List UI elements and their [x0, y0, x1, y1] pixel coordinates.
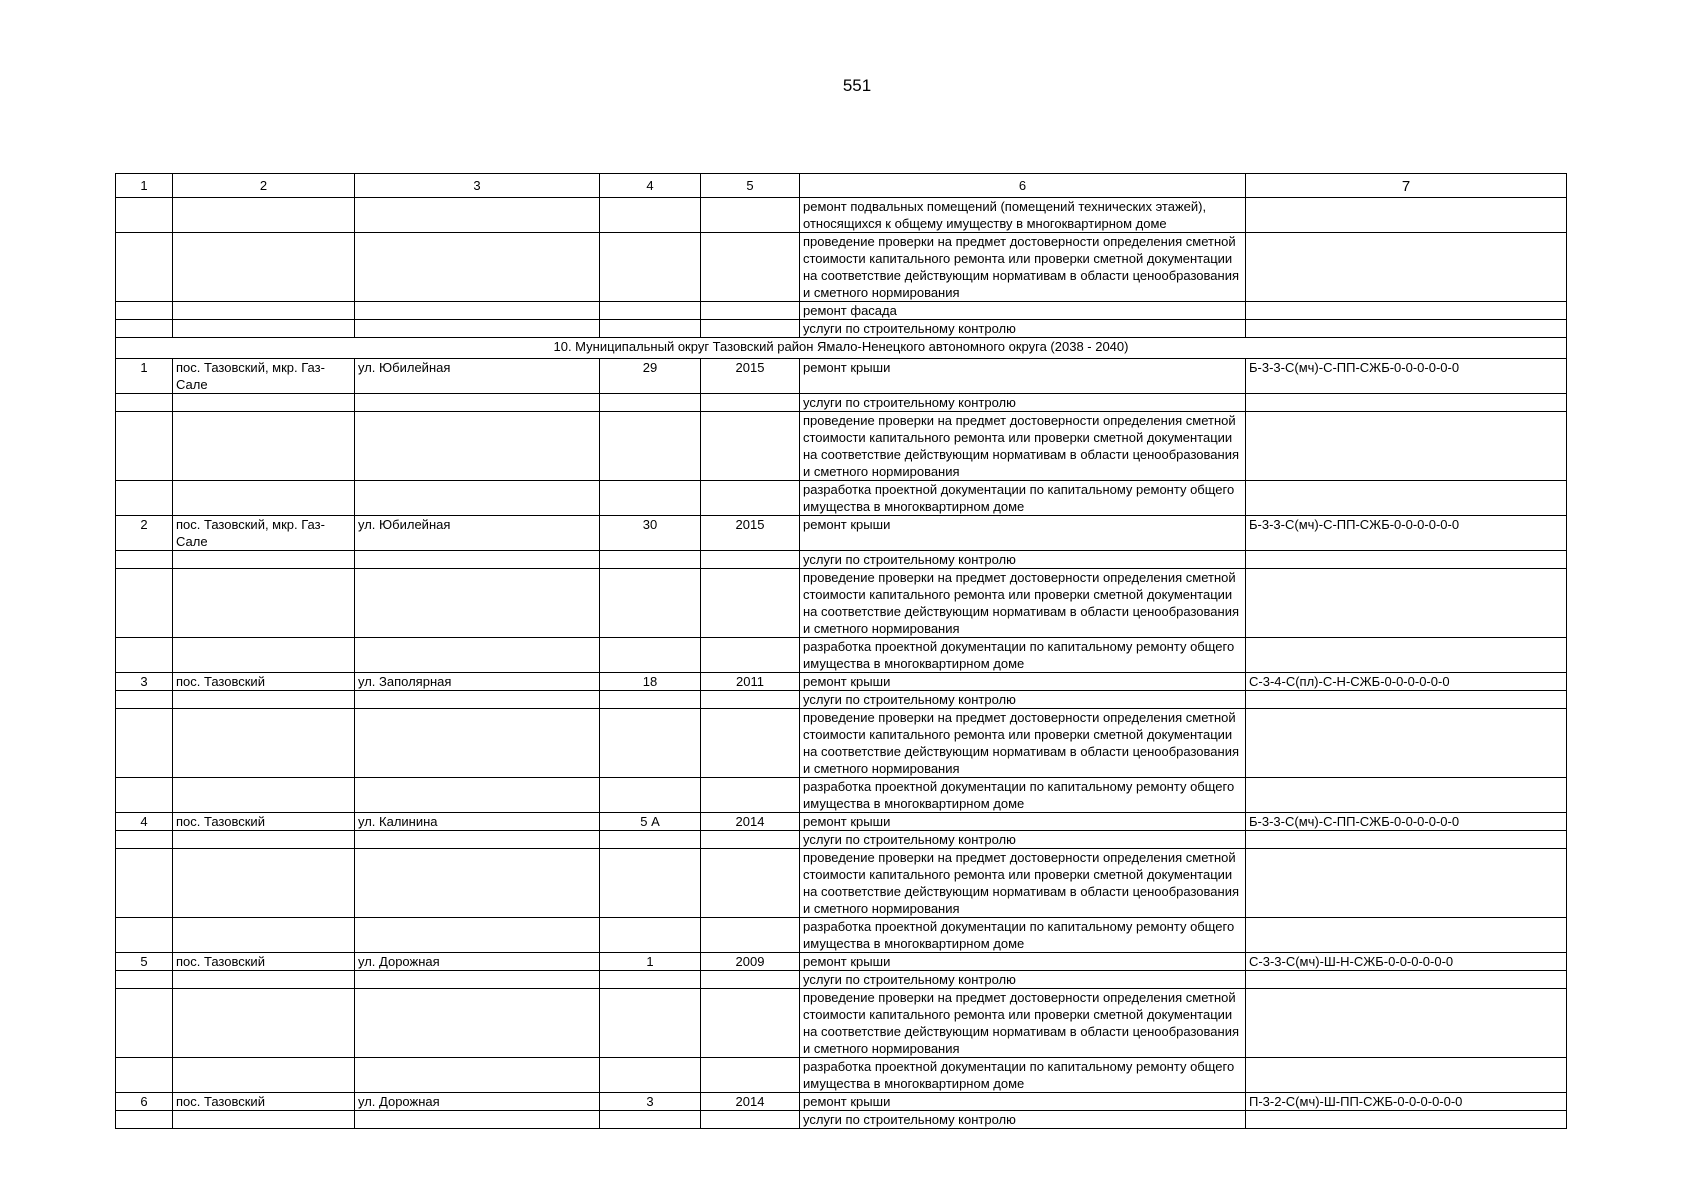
building-code-cell — [1246, 989, 1567, 1058]
settlement-cell — [173, 481, 355, 516]
section-title: 10. Муниципальный округ Тазовский район Ямало-Ненецкого автономного округа (2038 - 2040) — [116, 338, 1567, 359]
year-built-cell — [701, 198, 800, 233]
house-number-cell: 5 А — [600, 813, 701, 831]
section-row — [116, 338, 1567, 359]
house-number-cell: 3 — [600, 1093, 701, 1111]
settlement-cell — [173, 638, 355, 673]
row-number-cell — [116, 971, 173, 989]
settlement-cell — [173, 302, 355, 320]
row-number-cell — [116, 831, 173, 849]
year-built-cell — [701, 971, 800, 989]
building-code-cell — [1246, 709, 1567, 778]
house-number-cell — [600, 971, 701, 989]
table-row — [116, 989, 1567, 1058]
building-code-cell — [1246, 198, 1567, 233]
work-type-cell: ремонт крыши — [800, 1093, 1246, 1111]
table-row — [116, 569, 1567, 638]
building-code-cell — [1246, 1111, 1567, 1129]
work-type-cell: проведение проверки на предмет достоверности определения сметной стоимости капитального ремонта или проверки сметной документации на соответствие действующим нормативам в области ценообразования и сметного нормирования — [800, 569, 1246, 638]
building-code-cell — [1246, 233, 1567, 302]
column-number-header-row — [116, 174, 1567, 198]
work-type-cell: услуги по строительному контролю — [800, 551, 1246, 569]
settlement-cell — [173, 691, 355, 709]
row-number-cell — [116, 849, 173, 918]
table-row — [116, 412, 1567, 481]
building-code-cell: Б-3-3-С(мч)-С-ПП-СЖБ-0-0-0-0-0-0 — [1246, 516, 1567, 551]
table-row — [116, 638, 1567, 673]
house-number-cell: 18 — [600, 673, 701, 691]
house-number-cell — [600, 691, 701, 709]
work-type-cell: разработка проектной документации по капитальному ремонту общего имущества в многоквартирном доме — [800, 1058, 1246, 1093]
work-type-cell: ремонт крыши — [800, 359, 1246, 394]
building-code-cell — [1246, 394, 1567, 412]
work-type-cell: ремонт крыши — [800, 813, 1246, 831]
settlement-cell — [173, 1058, 355, 1093]
row-number-cell — [116, 918, 173, 953]
row-number-cell — [116, 320, 173, 338]
street-cell — [355, 1111, 600, 1129]
street-cell: ул. Юбилейная — [355, 359, 600, 394]
building-code-cell — [1246, 778, 1567, 813]
row-number-cell — [116, 412, 173, 481]
row-number-cell — [116, 1111, 173, 1129]
house-number-cell — [600, 1058, 701, 1093]
year-built-cell: 2015 — [701, 359, 800, 394]
table-row — [116, 551, 1567, 569]
row-number-cell — [116, 394, 173, 412]
house-number-cell: 29 — [600, 359, 701, 394]
year-built-cell — [701, 233, 800, 302]
year-built-cell — [701, 551, 800, 569]
table-row — [116, 778, 1567, 813]
work-type-cell: проведение проверки на предмет достоверности определения сметной стоимости капитального ремонта или проверки сметной документации на соответствие действующим нормативам в области ценообразования и сметного нормирования — [800, 412, 1246, 481]
street-cell — [355, 569, 600, 638]
street-cell: ул. Дорожная — [355, 953, 600, 971]
row-number-cell: 2 — [116, 516, 173, 551]
row-number-cell: 6 — [116, 1093, 173, 1111]
work-type-cell: услуги по строительному контролю — [800, 394, 1246, 412]
table-row — [116, 359, 1567, 394]
column-number-header: 1 — [116, 174, 173, 198]
year-built-cell: 2009 — [701, 953, 800, 971]
street-cell — [355, 198, 600, 233]
building-code-cell — [1246, 918, 1567, 953]
year-built-cell — [701, 302, 800, 320]
row-number-cell — [116, 551, 173, 569]
house-number-cell — [600, 551, 701, 569]
street-cell — [355, 394, 600, 412]
year-built-cell: 2014 — [701, 1093, 800, 1111]
street-cell — [355, 831, 600, 849]
house-number-cell — [600, 569, 701, 638]
row-number-cell: 1 — [116, 359, 173, 394]
work-type-cell: проведение проверки на предмет достоверности определения сметной стоимости капитального ремонта или проверки сметной документации на соответствие действующим нормативам в области ценообразования и сметного нормирования — [800, 709, 1246, 778]
building-code-cell — [1246, 971, 1567, 989]
settlement-cell — [173, 849, 355, 918]
settlement-cell — [173, 989, 355, 1058]
year-built-cell — [701, 831, 800, 849]
row-number-cell — [116, 481, 173, 516]
work-type-cell: ремонт крыши — [800, 516, 1246, 551]
table-row — [116, 849, 1567, 918]
settlement-cell: пос. Тазовский — [173, 813, 355, 831]
work-type-cell: проведение проверки на предмет достоверности определения сметной стоимости капитального ремонта или проверки сметной документации на соответствие действующим нормативам в области ценообразования и сметного нормирования — [800, 849, 1246, 918]
house-number-cell — [600, 638, 701, 673]
house-number-cell — [600, 302, 701, 320]
table-row — [116, 709, 1567, 778]
street-cell: ул. Юбилейная — [355, 516, 600, 551]
house-number-cell — [600, 709, 701, 778]
table-row — [116, 1058, 1567, 1093]
work-type-cell: проведение проверки на предмет достоверности определения сметной стоимости капитального ремонта или проверки сметной документации на соответствие действующим нормативам в области ценообразования и сметного нормирования — [800, 233, 1246, 302]
year-built-cell: 2014 — [701, 813, 800, 831]
row-number-cell — [116, 778, 173, 813]
street-cell — [355, 233, 600, 302]
house-number-cell — [600, 198, 701, 233]
street-cell — [355, 320, 600, 338]
house-number-cell — [600, 918, 701, 953]
settlement-cell: пос. Тазовский, мкр. Газ-Сале — [173, 516, 355, 551]
year-built-cell — [701, 481, 800, 516]
year-built-cell — [701, 849, 800, 918]
column-number-header: 4 — [600, 174, 701, 198]
table-row — [116, 1111, 1567, 1129]
street-cell — [355, 302, 600, 320]
row-number-cell: 4 — [116, 813, 173, 831]
work-type-cell: услуги по строительному контролю — [800, 320, 1246, 338]
year-built-cell — [701, 778, 800, 813]
column-number-header: 3 — [355, 174, 600, 198]
street-cell — [355, 1058, 600, 1093]
work-type-cell: услуги по строительному контролю — [800, 1111, 1246, 1129]
settlement-cell — [173, 1111, 355, 1129]
year-built-cell: 2015 — [701, 516, 800, 551]
row-number-cell — [116, 302, 173, 320]
building-code-cell: П-3-2-С(мч)-Ш-ПП-СЖБ-0-0-0-0-0-0 — [1246, 1093, 1567, 1111]
settlement-cell — [173, 918, 355, 953]
house-number-cell — [600, 1111, 701, 1129]
house-number-cell — [600, 412, 701, 481]
building-code-cell — [1246, 569, 1567, 638]
settlement-cell — [173, 778, 355, 813]
house-number-cell — [600, 831, 701, 849]
year-built-cell — [701, 709, 800, 778]
settlement-cell: пос. Тазовский — [173, 673, 355, 691]
building-code-cell: Б-3-3-С(мч)-С-ПП-СЖБ-0-0-0-0-0-0 — [1246, 813, 1567, 831]
building-code-cell — [1246, 551, 1567, 569]
year-built-cell: 2011 — [701, 673, 800, 691]
settlement-cell — [173, 233, 355, 302]
settlement-cell: пос. Тазовский — [173, 953, 355, 971]
work-type-cell: разработка проектной документации по капитальному ремонту общего имущества в многоквартирном доме — [800, 638, 1246, 673]
street-cell — [355, 412, 600, 481]
building-code-cell — [1246, 831, 1567, 849]
street-cell: ул. Заполярная — [355, 673, 600, 691]
work-type-cell: услуги по строительному контролю — [800, 831, 1246, 849]
repair-program-table — [115, 173, 1567, 1129]
building-code-cell — [1246, 412, 1567, 481]
row-number-cell: 5 — [116, 953, 173, 971]
row-number-cell — [116, 638, 173, 673]
house-number-cell: 30 — [600, 516, 701, 551]
row-number-cell — [116, 691, 173, 709]
house-number-cell — [600, 849, 701, 918]
table-row — [116, 971, 1567, 989]
column-number-header: 6 — [800, 174, 1246, 198]
row-number-cell — [116, 989, 173, 1058]
year-built-cell — [701, 412, 800, 481]
house-number-cell — [600, 233, 701, 302]
building-code-cell: С-3-3-С(мч)-Ш-Н-СЖБ-0-0-0-0-0-0 — [1246, 953, 1567, 971]
work-type-cell: ремонт фасада — [800, 302, 1246, 320]
house-number-cell — [600, 320, 701, 338]
year-built-cell — [701, 918, 800, 953]
row-number-cell — [116, 1058, 173, 1093]
settlement-cell: пос. Тазовский, мкр. Газ-Сале — [173, 359, 355, 394]
work-type-cell: ремонт крыши — [800, 953, 1246, 971]
row-number-cell — [116, 233, 173, 302]
table-row — [116, 673, 1567, 691]
building-code-cell — [1246, 320, 1567, 338]
year-built-cell — [701, 691, 800, 709]
street-cell: ул. Калинина — [355, 813, 600, 831]
table-row — [116, 394, 1567, 412]
settlement-cell — [173, 831, 355, 849]
row-number-cell: 3 — [116, 673, 173, 691]
building-code-cell — [1246, 849, 1567, 918]
table-row — [116, 691, 1567, 709]
street-cell — [355, 551, 600, 569]
work-type-cell: услуги по строительному контролю — [800, 971, 1246, 989]
row-number-cell — [116, 569, 173, 638]
page-number: 551 — [842, 76, 872, 95]
table-row — [116, 481, 1567, 516]
year-built-cell — [701, 569, 800, 638]
column-number-header: 5 — [701, 174, 800, 198]
street-cell: ул. Дорожная — [355, 1093, 600, 1111]
year-built-cell — [701, 320, 800, 338]
building-code-cell — [1246, 302, 1567, 320]
street-cell — [355, 918, 600, 953]
settlement-cell: пос. Тазовский — [173, 1093, 355, 1111]
table-row — [116, 1093, 1567, 1111]
house-number-cell — [600, 778, 701, 813]
table-row — [116, 813, 1567, 831]
row-number-cell — [116, 198, 173, 233]
building-code-cell — [1246, 1058, 1567, 1093]
street-cell — [355, 989, 600, 1058]
table-row — [116, 320, 1567, 338]
settlement-cell — [173, 394, 355, 412]
work-type-cell: ремонт подвальных помещений (помещений технических этажей), относящихся к общему имуществу в многоквартирном доме — [800, 198, 1246, 233]
street-cell — [355, 778, 600, 813]
settlement-cell — [173, 709, 355, 778]
settlement-cell — [173, 971, 355, 989]
settlement-cell — [173, 569, 355, 638]
settlement-cell — [173, 198, 355, 233]
column-number-header: 2 — [173, 174, 355, 198]
table-row — [116, 953, 1567, 971]
house-number-cell — [600, 481, 701, 516]
street-cell — [355, 971, 600, 989]
street-cell — [355, 481, 600, 516]
settlement-cell — [173, 551, 355, 569]
house-number-cell — [600, 394, 701, 412]
row-number-cell — [116, 709, 173, 778]
work-type-cell: разработка проектной документации по капитальному ремонту общего имущества в многоквартирном доме — [800, 778, 1246, 813]
street-cell — [355, 691, 600, 709]
work-type-cell: услуги по строительному контролю — [800, 691, 1246, 709]
table-row — [116, 831, 1567, 849]
street-cell — [355, 849, 600, 918]
table-row — [116, 233, 1567, 302]
building-code-cell — [1246, 691, 1567, 709]
work-type-cell: разработка проектной документации по капитальному ремонту общего имущества в многоквартирном доме — [800, 481, 1246, 516]
house-number-cell — [600, 989, 701, 1058]
work-type-cell: проведение проверки на предмет достоверности определения сметной стоимости капитального ремонта или проверки сметной документации на соответствие действующим нормативам в области ценообразования и сметного нормирования — [800, 989, 1246, 1058]
building-code-cell — [1246, 638, 1567, 673]
work-type-cell: разработка проектной документации по капитальному ремонту общего имущества в многоквартирном доме — [800, 918, 1246, 953]
year-built-cell — [701, 394, 800, 412]
building-code-cell: Б-3-3-С(мч)-С-ПП-СЖБ-0-0-0-0-0-0 — [1246, 359, 1567, 394]
column-number-header: 7 — [1246, 174, 1567, 198]
house-number-cell: 1 — [600, 953, 701, 971]
work-type-cell: ремонт крыши — [800, 673, 1246, 691]
year-built-cell — [701, 989, 800, 1058]
street-cell — [355, 709, 600, 778]
table-row — [116, 516, 1567, 551]
year-built-cell — [701, 1111, 800, 1129]
building-code-cell: С-3-4-С(пл)-С-Н-СЖБ-0-0-0-0-0-0 — [1246, 673, 1567, 691]
settlement-cell — [173, 320, 355, 338]
settlement-cell — [173, 412, 355, 481]
table-row — [116, 918, 1567, 953]
year-built-cell — [701, 1058, 800, 1093]
table-row — [116, 302, 1567, 320]
building-code-cell — [1246, 481, 1567, 516]
street-cell — [355, 638, 600, 673]
year-built-cell — [701, 638, 800, 673]
table-row — [116, 198, 1567, 233]
